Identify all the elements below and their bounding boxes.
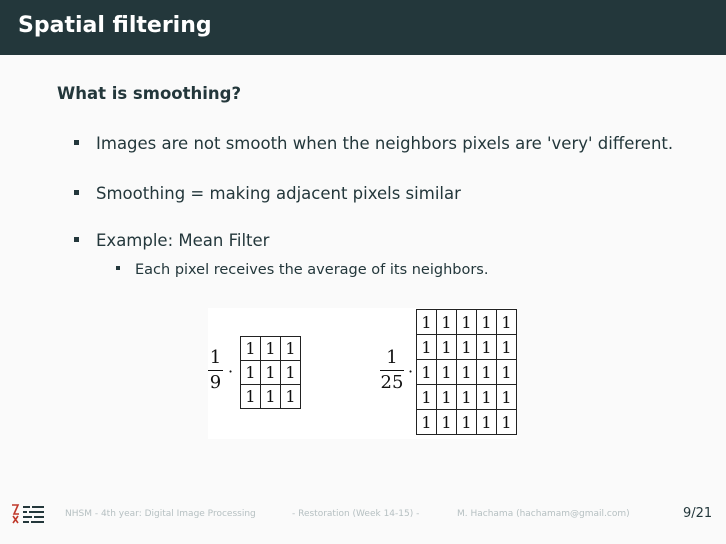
kernel-row — [241, 337, 301, 361]
bullet-item — [74, 184, 461, 203]
kernel-cell: 1 — [457, 335, 477, 360]
fraction-one-twentyfifth — [380, 348, 404, 393]
kernel-cell: 1 — [497, 360, 517, 385]
kernel-cell: 1 — [281, 337, 301, 361]
kernel-row — [417, 410, 517, 435]
kernel-row — [417, 360, 517, 385]
fraction-numerator: 1 — [209, 347, 222, 368]
kernel-cell: 1 — [457, 360, 477, 385]
kernel-cell: 1 — [437, 310, 457, 335]
bullet-text: Images are not smooth when the neighbors pixels are 'very' different. — [96, 134, 674, 153]
kernel-cell: 1 — [437, 410, 457, 435]
kernel-cell: 1 — [437, 360, 457, 385]
sub-bullet-item — [116, 262, 488, 278]
kernel-cell: 1 — [497, 385, 517, 410]
kernel-cell: 1 — [457, 410, 477, 435]
kernel-3x3-matrix — [240, 336, 301, 409]
bullet-text: Example: Mean Filter — [96, 231, 270, 250]
multiply-dot: · — [228, 362, 234, 381]
kernel-cell: 1 — [281, 361, 301, 385]
bullet-text: Smoothing = making adjacent pixels similar — [96, 184, 461, 203]
kernel-5x5-matrix — [416, 309, 517, 435]
kernel-cell: 1 — [497, 410, 517, 435]
kernel-cell: 1 — [261, 361, 281, 385]
fraction-one-ninth — [208, 348, 223, 393]
kernel-cell: 1 — [241, 361, 261, 385]
footer-author: M. Hachama (hachamam@gmail.com) — [457, 509, 630, 519]
kernel-cell: 1 — [417, 360, 437, 385]
kernel-row — [241, 361, 301, 385]
kernel-cell: 1 — [417, 410, 437, 435]
kernel-cell: 1 — [457, 385, 477, 410]
kernel-cell: 1 — [497, 310, 517, 335]
bullet-item — [74, 134, 673, 153]
kernel-cell: 1 — [477, 310, 497, 335]
kernel-cell: 1 — [477, 335, 497, 360]
kernel-cell: 1 — [477, 410, 497, 435]
bullet-marker-icon — [74, 237, 79, 242]
kernel-cell: 1 — [241, 385, 261, 409]
kernel-cell: 1 — [477, 385, 497, 410]
kernel-cell: 1 — [281, 385, 301, 409]
section-heading: What is smoothing? — [57, 84, 242, 103]
page-number: 9/21 — [683, 506, 713, 521]
kernel-cell: 1 — [437, 385, 457, 410]
institution-logo-icon — [10, 502, 50, 526]
kernel-row — [417, 335, 517, 360]
fraction-bar — [380, 370, 404, 371]
bullet-marker-icon — [74, 140, 79, 145]
kernel-cell: 1 — [457, 310, 477, 335]
mean-filter-figure — [208, 308, 517, 439]
sub-bullet-text: Each pixel receives the average of its neighbors. — [135, 262, 489, 278]
kernel-cell: 1 — [261, 337, 281, 361]
fraction-numerator: 1 — [386, 347, 398, 368]
kernel-cell: 1 — [417, 335, 437, 360]
kernel-cell: 1 — [477, 360, 497, 385]
fraction-denominator: 9 — [209, 372, 222, 394]
fraction-denominator: 25 — [380, 372, 404, 394]
bullet-item — [74, 231, 269, 250]
kernel-cell: 1 — [261, 385, 281, 409]
slide-title: Spatial filtering — [18, 13, 212, 38]
kernel-row — [417, 385, 517, 410]
bullet-marker-icon — [74, 190, 79, 195]
kernel-cell: 1 — [417, 310, 437, 335]
fraction-bar — [208, 370, 223, 371]
kernel-cell: 1 — [497, 335, 517, 360]
sub-bullet-marker-icon — [116, 266, 120, 270]
kernel-cell: 1 — [241, 337, 261, 361]
kernel-row — [417, 310, 517, 335]
kernel-cell: 1 — [417, 385, 437, 410]
kernel-row — [241, 385, 301, 409]
footer-chapter: - Restoration (Week 14-15) - — [292, 509, 420, 519]
kernel-cell: 1 — [437, 335, 457, 360]
footer-course: NHSM - 4th year: Digital Image Processing — [65, 509, 256, 519]
title-bar — [0, 0, 726, 55]
multiply-dot: · — [408, 362, 414, 381]
